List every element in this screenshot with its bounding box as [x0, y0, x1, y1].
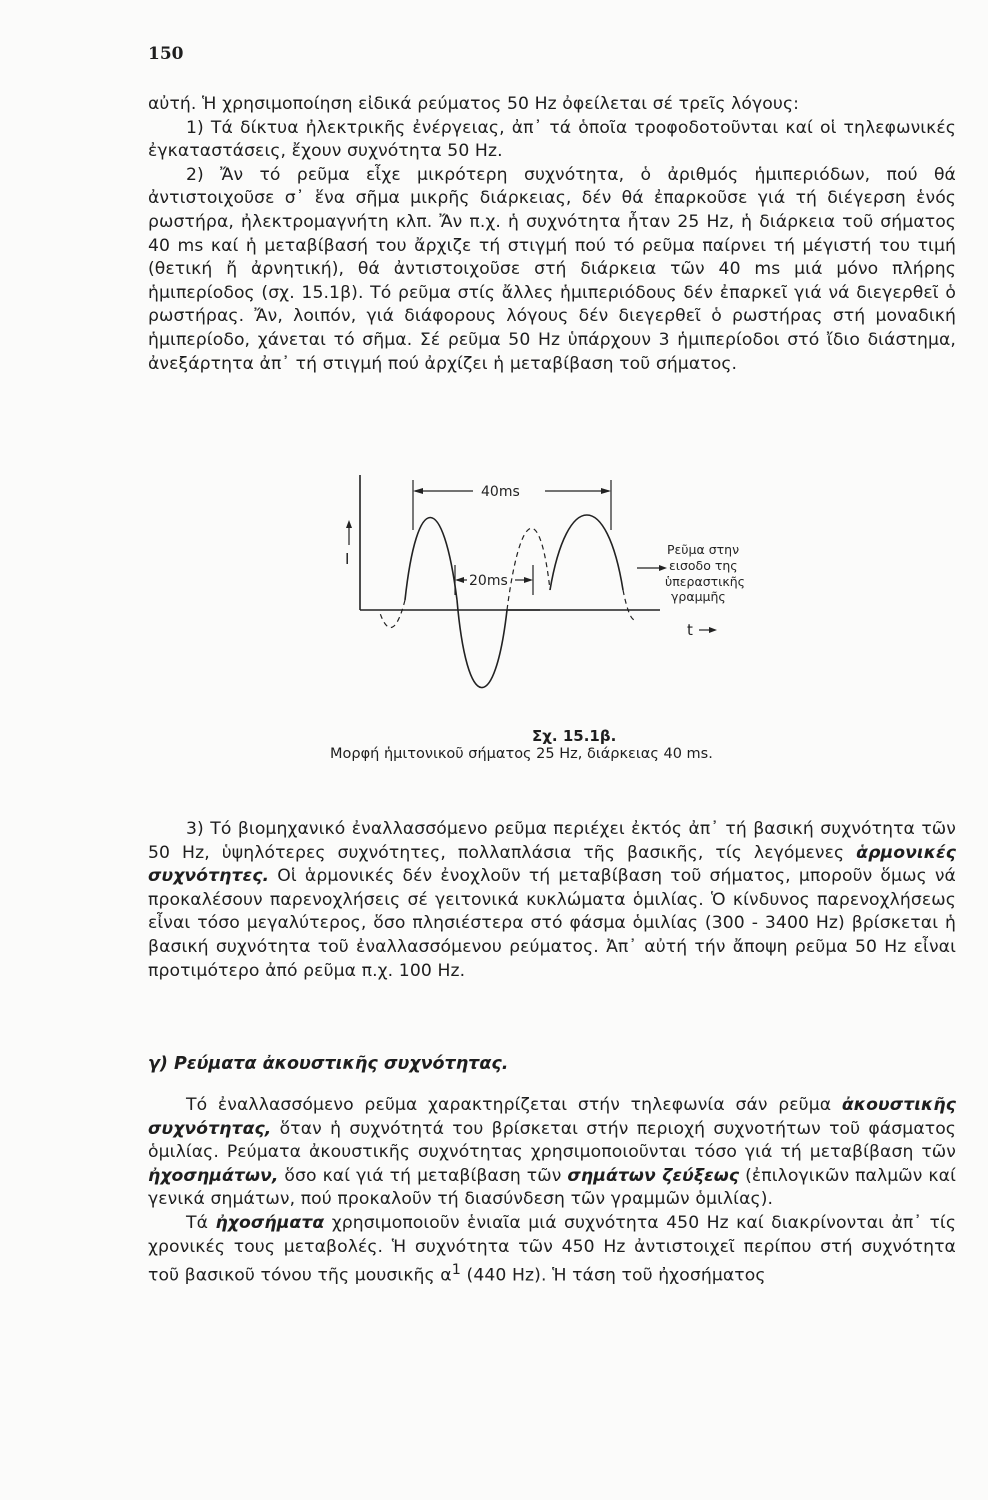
reason-1: 1) Τά δίκτυα ἠλεκτρικῆς ἐνέργειας, ἀπ᾽ τά ὁποῖα τροφοδοτοῦνται καί οἱ τηλεφωνικές ἐγκαταστάσεις, ἔχουν συχνότητα 50 Hz. [148, 117, 956, 162]
arrowhead-40ms-left [413, 488, 423, 494]
acoustic-para-1 [148, 1094, 956, 1212]
term-tone-signals-2: ἠχοσήματα [215, 1212, 325, 1233]
callout-line-2: εισοδο της [669, 558, 738, 573]
sine-figure [345, 470, 805, 770]
page-number: 150 [148, 44, 184, 64]
para-2-text-d: (440 Hz). Ἡ τάση τοῦ ἠχοσήματος [460, 1265, 766, 1286]
reason-3-text: 3) Τό βιομηχανικό ἐναλλασσόμενο ρεῦμα περιέχει ἐκτός ἀπ᾽ τή βασική συχνότητα τῶν 50 Hz, ὑψηλότερες συχνότητες, πολλαπλάσια τῆς βασικῆς, τίς λεγόμενες [148, 819, 956, 863]
para-2-text-a: Τά [186, 1212, 216, 1233]
callout-line-3: ὑπεραστικῆς [665, 574, 745, 589]
sine-dashed-start [379, 600, 405, 628]
current-arrow-head [346, 520, 352, 528]
acoustic-para-2 [148, 1212, 956, 1289]
arrowhead-40ms-right [601, 488, 611, 494]
current-label: I [345, 550, 350, 568]
reason-3-text-cont: Οἱ ἁρμονικές δέν ἐνοχλοῦν τή μεταβίβαση τοῦ σήματος, μποροῦν ὅμως νά προκαλέσουν παρενοχλήσεις σέ γειτονικά κυκλώματα ὁμιλίας. Ὁ κίνδυνος παρενοχλήσεως εἶναι τόσο μεγαλύτερος, ὅσο πλησιέστερα στό φάσμα ὁμιλίας (300 - 3400 Hz) βρίσκεται ἡ βασική συχνότητα τοῦ ἐναλλασσόμενου ρεύματος. Ἀπ᾽ αὐτή τήν ἄποψη ρεῦμα 50 Hz εἶναι προτιμότερο ἀπό ρεῦμα π.χ. 100 Hz. [148, 866, 956, 981]
callout-line-4: γραμμῆς [671, 589, 726, 604]
superscript: 1 [451, 1262, 461, 1279]
intro-line: αὐτή. Ἡ χρησιμοποίηση εἰδικά ρεύματος 50 Hz ὀφείλεται σέ τρεῖς λόγους: [148, 94, 800, 114]
sine-negative [457, 600, 507, 688]
callout-line-1: Ρεῦμα στην [667, 542, 740, 557]
sine-diagram [345, 470, 805, 770]
label-20ms: 20ms [469, 573, 508, 589]
sine-dashed-end [623, 590, 635, 620]
term-acoustic-frequency: ἀκουστικῆς συχνότητας, [148, 1095, 956, 1139]
term-switching-signals: σημάτων ζεύξεως [567, 1165, 740, 1186]
reason-3 [148, 818, 956, 983]
para-1-text-c: ὅταν ἡ συχνότητά του βρίσκεται στήν περιοχή συχνοτήτων τοῦ φάσματος ὁμιλίας. Ρεύματα ἀκουστικῆς συχνότητας χρησιμοποιοῦνται τόσο γιά τή μεταβίβαση τῶν [148, 1118, 956, 1163]
harmonics-term: ἁρμονικές συχνότητες. [148, 842, 956, 887]
section-heading: γ) Ρεύματα ἀκουστικῆς συχνότητας. [148, 1054, 509, 1074]
para-1-text-a: Τό ἐναλλασσόμενο ρεῦμα χαρακτηρίζεται στήν τηλεφωνία σάν ρεῦμα [186, 1095, 842, 1115]
time-arrowhead [709, 627, 717, 633]
para-1-text-g: (ἐπιλογικῶν παλμῶν καί γενικά σημάτων, πού προκαλοῦν τή διασύνδεση τῶν γραμμῶν ὁμιλίας). [148, 1165, 957, 1210]
figure-caption: Μορφή ἡμιτονικοῦ σήματος 25 Hz, διάρκειας 40 ms. [330, 746, 713, 762]
para-2-text-c: χρησιμοποιοῦν ἑνιαῖα μιά συχνότητα 450 Hz καί διακρίνονται ἀπ᾽ τίς χρονικές τους μεταβολές. Ἡ συχνότητα τῶν 450 Hz ἀντιστοιχεῖ περίπου στή συχνότητα τοῦ βασικοῦ τόνου τῆς μουσικῆς α [148, 1212, 957, 1286]
acoustic-block [148, 1094, 956, 1288]
figure-title: Σχ. 15.1β. [532, 727, 617, 745]
term-tone-signals: ἠχοσημάτων, [148, 1165, 279, 1186]
reason-3-block [148, 818, 956, 983]
sine-positive-2 [507, 515, 623, 610]
arrowhead-20ms-right [524, 577, 533, 583]
sine-dashed-mid [507, 528, 550, 610]
time-label: t [687, 621, 693, 639]
reason-2: 2) Ἄν τό ρεῦμα εἶχε μικρότερη συχνότητα, ὁ ἀριθμός ἡμιπεριόδων, πού θά ἀντιστοιχοῦσε σ᾽ ἕνα σῆμα μικρῆς διάρκειας, δέν θά ἐπαρκοῦσε γιά τή διέγερση ἑνός ρωστήρα, ἠλεκτρομαγνήτη κλπ. Ἄν π.χ. ἡ συχνότητα ἦταν 25 Hz, ἡ διάρκεια τοῦ σήματος 40 ms καί ἡ μεταβίβασή του ἄρχιζε τή στιγμή πού τό ρεῦμα παίρνει τή μέγιστή του τιμή (θετική ἤ ἀρνητική), θά ἀντιστοιχοῦσε στή διάρκεια τῶν 40 ms μιά μόνο πλήρης ἡμιπερίοδος (σχ. 15.1β). Τό ρεῦμα στίς ἄλλες ἡμιπεριόδους δέν ἐπαρκεῖ γιά νά διεγερθεῖ ὁ ρωστήρας. Ἄν, λοιπόν, γιά διάφορους λόγους δέν διεγερθεῖ ὁ ρωστήρας στή μοναδική ἡμιπερίοδο, χάνεται τό σῆμα. Σέ ρεῦμα 50 Hz ὑπάρχουν 3 ἡμιπερίοδοι στό ἴδιο διάστημα, ἀνεξάρτητα ἀπ᾽ τή στιγμή πού ἀρχίζει ἡ μεταβίβαση τοῦ σήματος. [148, 164, 956, 374]
callout-arrowhead [659, 565, 667, 571]
label-40ms: 40ms [481, 484, 520, 500]
intro-block [148, 93, 956, 376]
para-1-text-e: ὅσο καί γιά τή μεταβίβαση τῶν [278, 1165, 568, 1186]
